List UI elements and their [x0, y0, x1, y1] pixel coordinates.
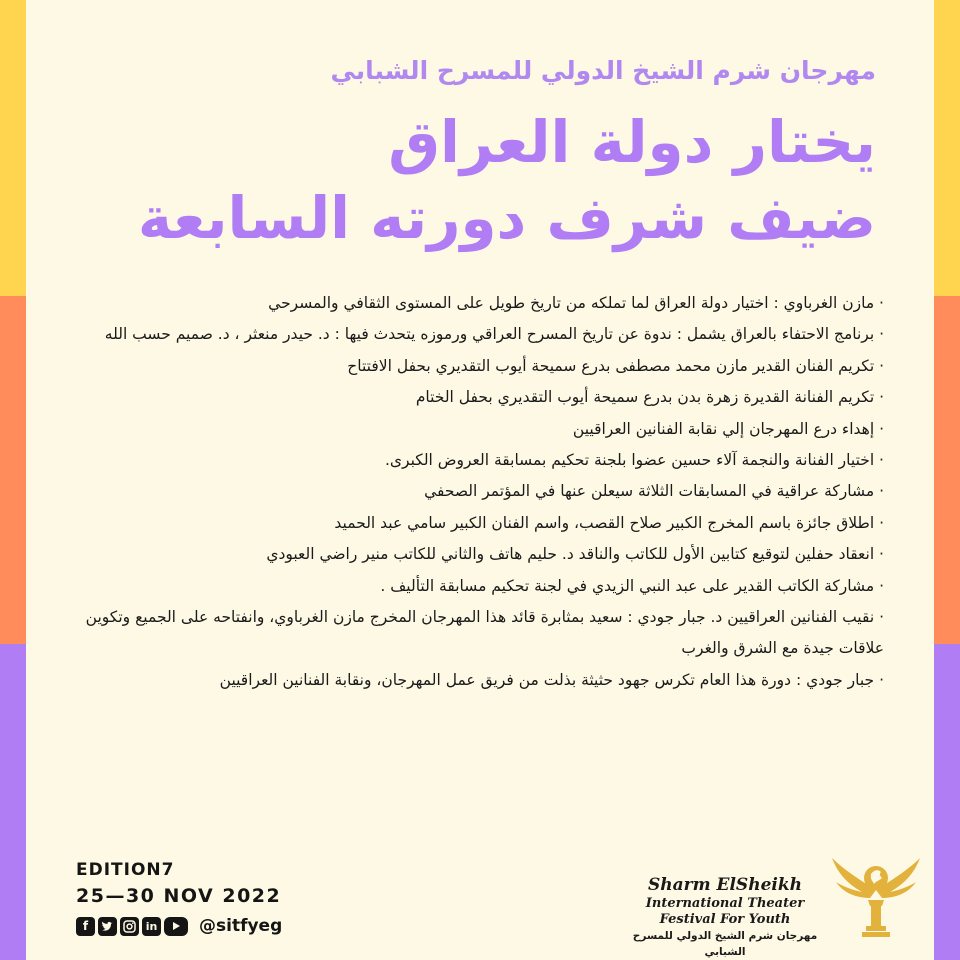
list-item: · اطلاق جائزة باسم المخرج الكبير صلاح القصب، واسم الفنان الكبير سامي عبد الحميد: [334, 513, 884, 532]
facebook-icon[interactable]: f: [76, 917, 95, 936]
list-item: · مشاركة الكاتب القدير على عبد النبي الزيدي في لجنة تحكيم مسابقة التأليف .: [380, 576, 884, 595]
logo-line-3: Festival For Youth: [659, 912, 791, 927]
list-item: · اختيار الفنانة والنجمة آلاء حسين عضوا بلجنة تحكيم بمسابقة العروض الكبرى.: [384, 451, 884, 470]
left-yellow-band: [0, 0, 26, 296]
right-purple-band: [934, 644, 960, 960]
headline-line-2: ضيف شرف دورته السابعة: [137, 184, 876, 252]
logo-line-2: International Theater: [645, 896, 805, 911]
list-item: · جبار جودي : دورة هذا العام تكرس جهود حثيثة بذلت من فريق عمل المهرجان، ونقابة الفنانين العراقيين: [219, 670, 884, 689]
list-item: · مشاركة عراقية في المسابقات الثلاثة سيعلن عنها في المؤتمر الصحفي: [424, 482, 884, 501]
winged-globe-icon: [830, 850, 922, 940]
list-item: · مازن الغرباوي : اختيار دولة العراق لما تملكه من تاريخ طويل على المستوى الثقافي والمسرحي: [268, 294, 884, 312]
left-orange-band: [0, 296, 26, 644]
twitter-icon[interactable]: [98, 917, 117, 936]
list-item: · برنامج الاحتفاء بالعراق يشمل : ندوة عن تاريخ المسرح العراقي ورموزه يتحدث فيها : د. حيدر منعثر ، د. صميم حسب الله: [104, 325, 884, 344]
social-handle[interactable]: @sitfyeg: [199, 916, 283, 936]
edition-label: EDITION7: [76, 860, 175, 880]
youtube-icon[interactable]: [164, 917, 188, 936]
right-yellow-band: [934, 0, 960, 296]
edition-info: [76, 858, 282, 936]
left-purple-band: [0, 644, 26, 960]
headline-line-1: يختار دولة العراق: [388, 108, 876, 176]
list-item: · نقيب الفنانين العراقيين د. جبار جودي : سعيد بمثابرة قائد هذا المهرجان المخرج مازن الغرباوي، وانفتاحه على الجميع وتكوين علاقات جيدة مع الشرق والغرب: [85, 608, 884, 658]
logo-text: [620, 850, 830, 960]
list-item: · انعقاد حفلين لتوقيع كتابين الأول للكاتب والناقد د. حليم هاتف والثاني للكاتب منير راضي العبودي: [266, 545, 884, 564]
list-item: · إهداء درع المهرجان إلي نقابة الفنانين العراقيين: [572, 419, 884, 438]
festival-logo: [620, 850, 920, 958]
right-orange-band: [934, 296, 960, 644]
instagram-icon[interactable]: [120, 917, 139, 936]
festival-dates: 25—30 NOV 2022: [76, 885, 282, 907]
logo-line-1: Sharm ElSheikh: [648, 875, 802, 895]
logo-line-4: مهرجان شرم الشيخ الدولي للمسرح الشبابي: [632, 930, 818, 958]
list-item: · تكريم الفنان القدير مازن محمد مصطفى بدرع سميحة أيوب التقديري بحفل الافتتاح: [347, 356, 884, 375]
festival-name: مهرجان شرم الشيخ الدولي للمسرح الشبابي: [330, 56, 876, 85]
list-item: · تكريم الفنانة القديرة زهرة بدن بدرع سميحة أيوب التقديري بحفل الختام: [415, 388, 884, 407]
linkedin-icon[interactable]: in: [142, 917, 161, 936]
announcement-list: [76, 288, 884, 696]
social-links: [76, 916, 282, 936]
